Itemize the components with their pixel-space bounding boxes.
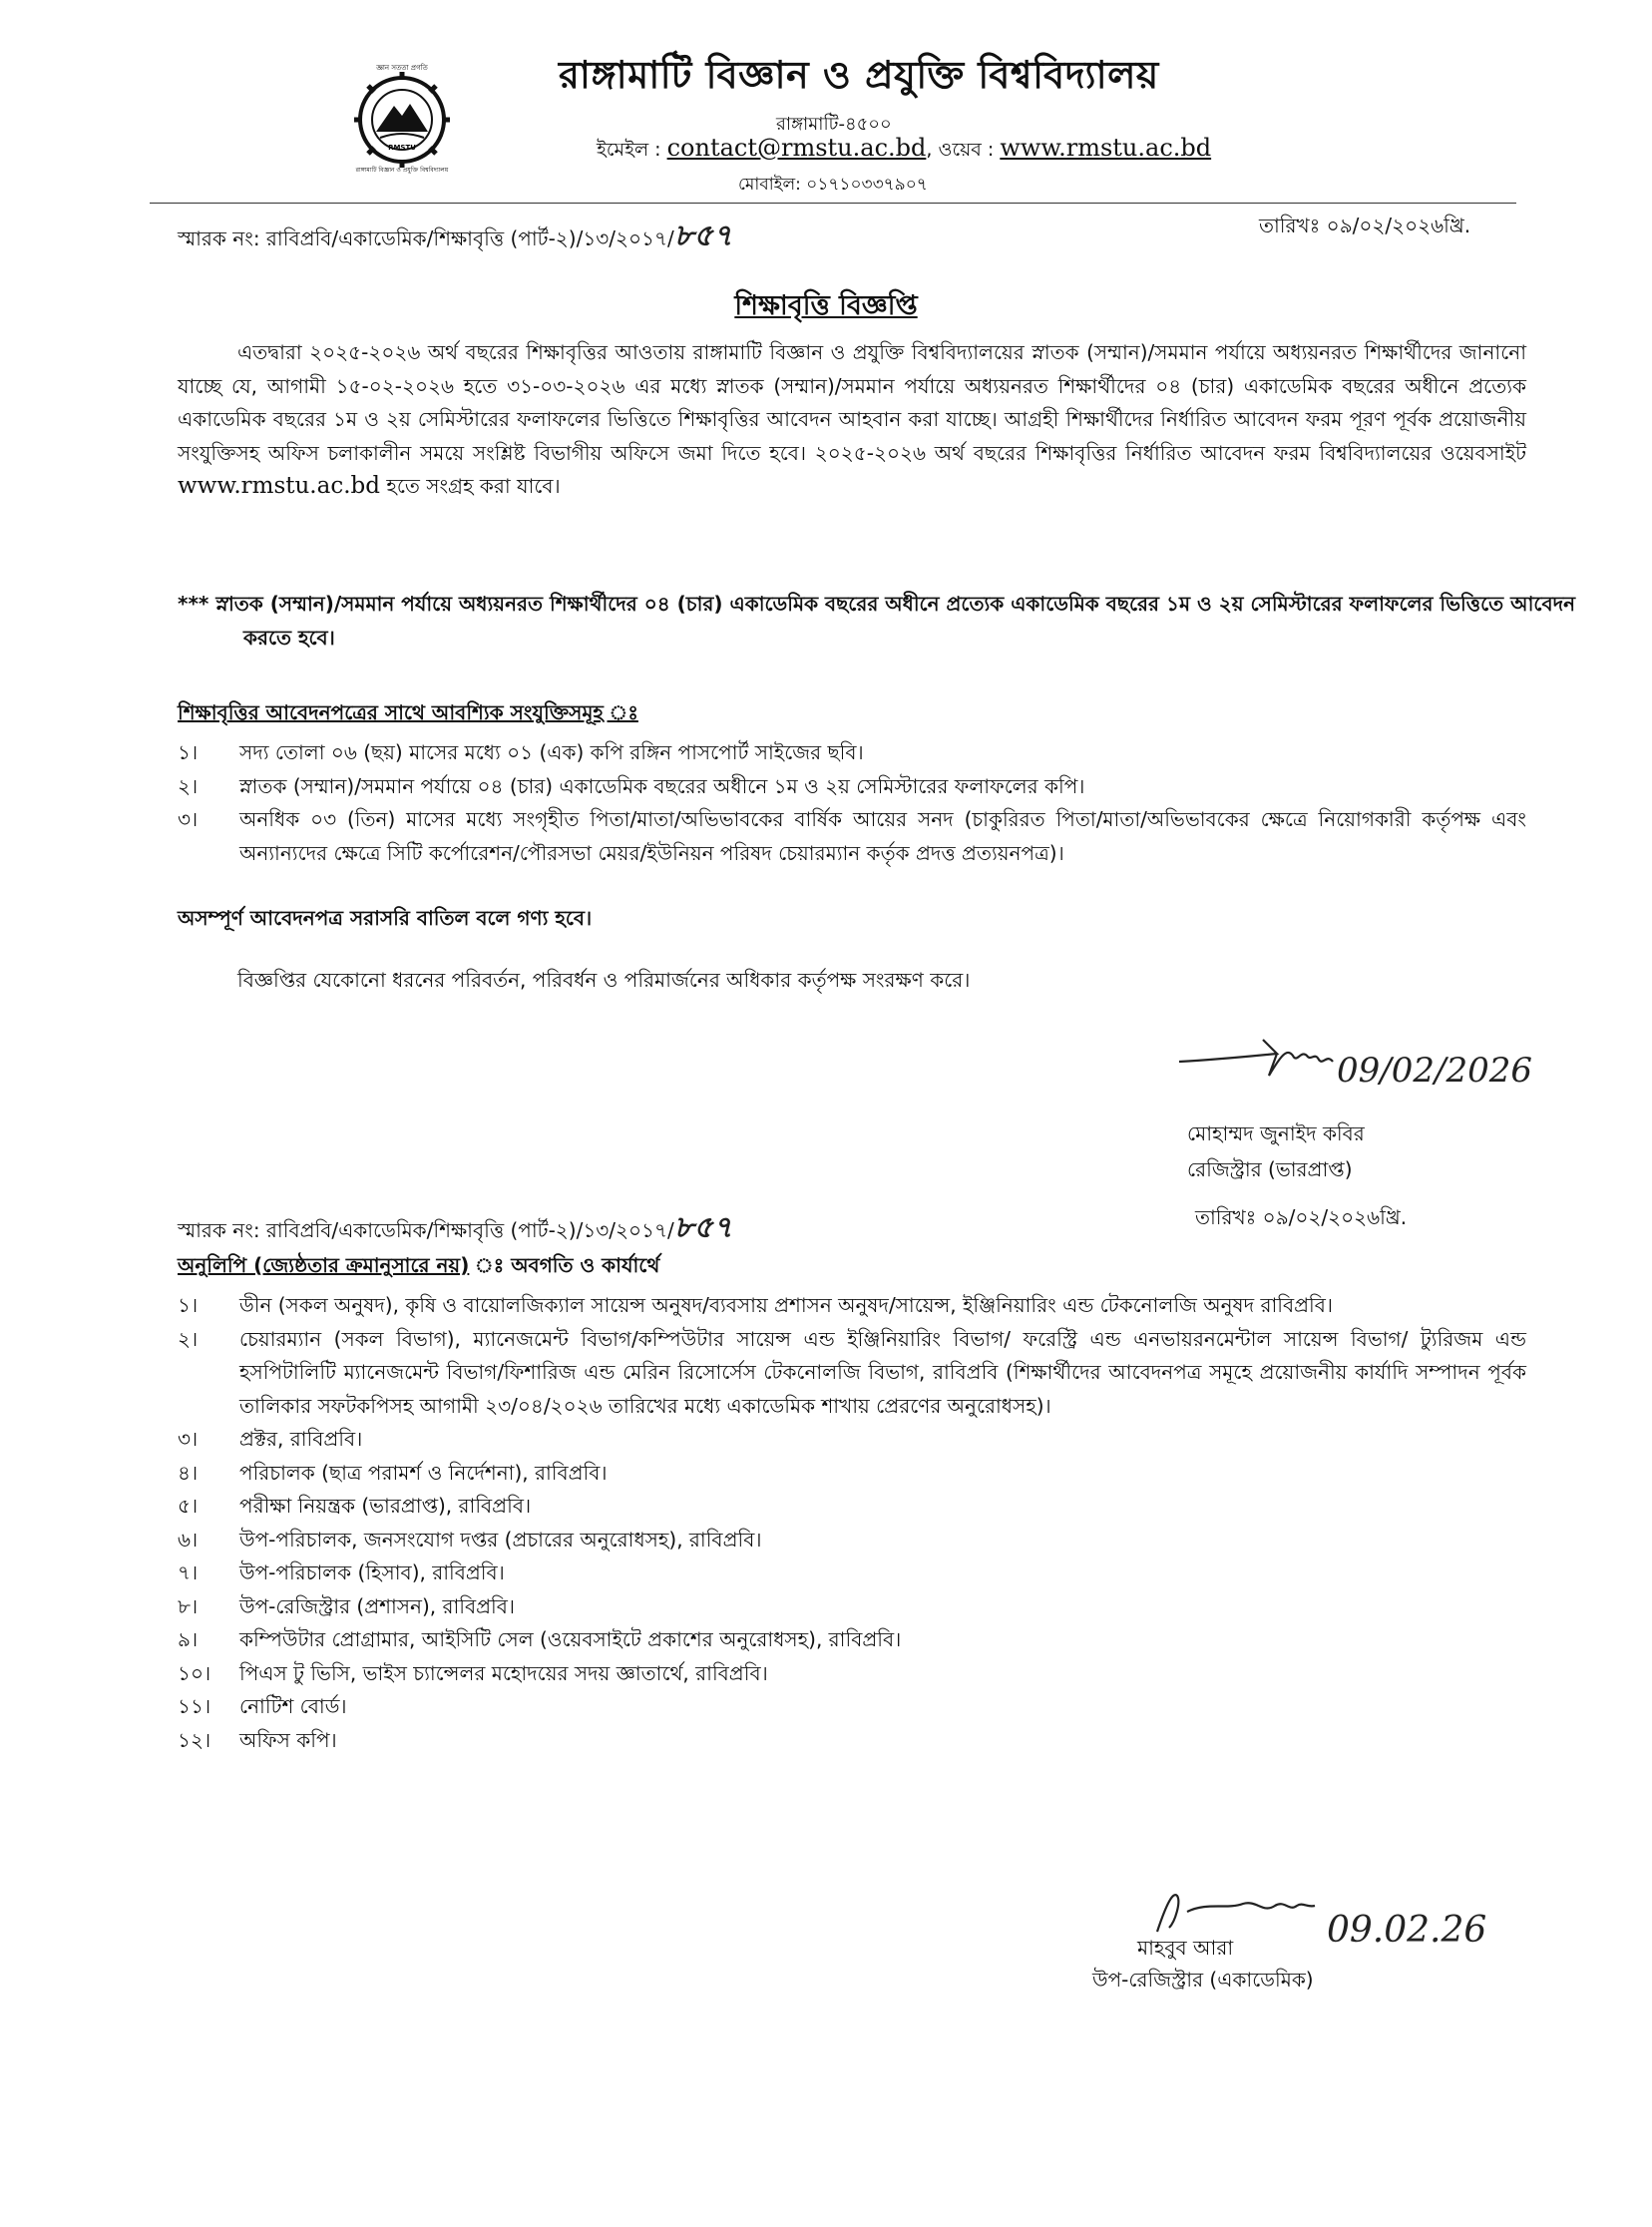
- web-label: , ওয়েব :: [926, 139, 1001, 161]
- list-item-number: ২।: [178, 1326, 199, 1351]
- list-item-number: ১।: [178, 740, 199, 764]
- registrar-signature-date: 09/02/2026: [1337, 1051, 1532, 1091]
- notice-body-website-link[interactable]: www.rmstu.ac.bd: [178, 473, 380, 499]
- list-item-text: পরিচালক (ছাত্র পরামর্শ ও নির্দেশনা), রাবিপ্রবি।: [239, 1460, 608, 1485]
- list-item-text: নোটিশ বোর্ড।: [239, 1694, 347, 1718]
- list-item-number: ৯।: [178, 1627, 199, 1651]
- memo-number: [178, 212, 732, 262]
- list-item-text: উপ-পরিচালক, জনসংযোগ দপ্তর (প্রচারের অনুরোধসহ), রাবিপ্রবি।: [239, 1527, 762, 1552]
- list-item-text: সদ্য তোলা ০৬ (ছয়) মাসের মধ্যে ০১ (এক) কপি রঙ্গিন পাসপোর্ট সাইজের ছবি।: [239, 740, 864, 764]
- list-item: [178, 1490, 1526, 1524]
- attachments-heading: শিক্ষাবৃত্তির আবেদনপত্রের সাথে আবশ্যিক সংযুক্তিসমূহ ঃ: [178, 700, 638, 724]
- list-item-text: ডীন (সকল অনুষদ), কৃষি ও বায়োলজিক্যাল সায়েন্স অনুষদ/ব্যবসায় প্রশাসন অনুষদ/সায়েন্স, ইঞ্জিনিয়ারিং এন্ড টেকনোলজি অনুষদ রাবিপ্রবি।: [239, 1293, 1334, 1317]
- list-item-number: ৫।: [178, 1494, 199, 1518]
- list-item-text: অনধিক ০৩ (তিন) মাসের মধ্যে সংগৃহীত পিতা/মাতা/অভিভাবকের বার্ষিক আয়ের সনদ (চাকুরিরত পিতা/মাতা/অভিভাবকের ক্ষেত্রে নিয়োগকারী কর্তৃপক্ষ এবং অন্যান্যদের ক্ষেত্রে সিটি কর্পোরেশন/পৌরসভা মেয়র/ইউনিয়ন পরিষদ চেয়ারম্যান কর্তৃক প্রদত্ত প্রত্যয়নপত্র)।: [239, 807, 1526, 865]
- notice-title-text: শিক্ষাবৃত্তি বিজ্ঞপ্তি: [734, 290, 918, 321]
- list-item: [178, 1457, 1526, 1491]
- university-name: রাঙ্গামাটি বিজ্ঞান ও প্রযুক্তি বিশ্ববিদ্যালয়: [559, 53, 1159, 97]
- list-item-number: ৮।: [178, 1593, 199, 1618]
- registrar-signature: [1177, 1026, 1532, 1106]
- list-item: [178, 770, 1526, 804]
- list-item: [178, 1623, 1526, 1657]
- notice-body-end: হতে সংগ্রহ করা যাবে।: [379, 474, 561, 498]
- website-link[interactable]: www.rmstu.ac.bd: [1000, 134, 1212, 162]
- list-item: [178, 803, 1526, 870]
- attachments-list: [178, 736, 1526, 870]
- memo-number-handwritten: ৮৫৭: [673, 219, 733, 253]
- copies-heading-underlined: অনুলিপি (জ্যেষ্ঠতার ক্রমানুসারে নয়): [178, 1253, 470, 1277]
- memo-number-label: স্মারক নং: রাবিপ্রবি/একাডেমিক/শিক্ষাবৃত্তি (পার্ট-২)/১৩/২০১৭/: [178, 226, 674, 250]
- memo-number-label: স্মারক নং: রাবিপ্রবি/একাডেমিক/শিক্ষাবৃত্তি (পার্ট-২)/১৩/২০১৭/: [178, 1218, 674, 1242]
- memo-date: তারিখঃ ০৯/০২/২০২৬খ্রি.: [1259, 214, 1471, 237]
- list-item-number: ১১।: [178, 1694, 211, 1718]
- list-item-number: ৩।: [178, 807, 199, 831]
- notice-title: [0, 285, 1652, 330]
- header-divider: [150, 203, 1516, 204]
- list-item: [178, 1690, 1526, 1724]
- list-item-number: ৭।: [178, 1560, 199, 1584]
- memo-number-handwritten: ৮৫৭: [673, 1210, 733, 1245]
- list-item-text: চেয়ারম্যান (সকল বিভাগ), ম্যানেজমেন্ট বিভাগ/কম্পিউটার সায়েন্স এন্ড ইঞ্জিনিয়ারিং বিভাগ/ ফরেস্ট্রি এন্ড এনভায়রনমেন্টাল সায়েন্স বিভাগ/ ট্যুরিজম এন্ড হসপিটালিটি ম্যানেজমেন্ট বিভাগ/ফিশারিজ এন্ড মেরিন রিসোর্সেস টেকনোলজি বিভাগ, রাবিপ্রবি (শিক্ষার্থীদের আবেদনপত্র সমূহে প্রয়োজনীয় কার্যাদি সম্পাদন পূর্বক তালিকার সফটকপিসহ আগামী ২৩/০৪/২০২৬ তারিখের মধ্যে একাডেমিক শাখায় প্রেরণের অনুরোধসহ)।: [239, 1326, 1526, 1418]
- copies-heading-rest: ঃ অবগতি ও কার্যার্থে: [469, 1253, 660, 1277]
- list-item-number: ৪।: [178, 1460, 199, 1485]
- list-item-number: ৬।: [178, 1527, 199, 1552]
- list-item-number: ১।: [178, 1293, 199, 1317]
- university-logo: [344, 62, 474, 172]
- logo-bottom-text: রাঙ্গামাটি বিজ্ঞান ও প্রযুক্তি বিশ্ববিদ্যালয়: [355, 167, 449, 174]
- deputy-registrar-title: উপ-রেজিস্ট্রার (একাডেমিক): [1092, 1968, 1314, 1992]
- notice-body-text: এতদ্বারা ২০২৫-২০২৬ অর্থ বছরের শিক্ষাবৃত্তির আওতায় রাঙ্গামাটি বিজ্ঞান ও প্রযুক্তি বিশ্ববিদ্যালয়ের স্নাতক (সম্মান)/সমমান পর্যায়ে অধ্যয়নরত শিক্ষার্থীদের জানানো যাচ্ছে যে, আগামী ১৫-০২-২০২৬ হতে ৩১-০৩-২০২৬ এর মধ্যে স্নাতক (সম্মান)/সমমান পর্যায়ে অধ্যয়নরত শিক্ষার্থীদের ০৪ (চার) একাডেমিক বছরের অধীনে প্রত্যেক একাডেমিক বছরের ১ম ও ২য় সেমিস্টারের ফলাফলের ভিত্তিতে শিক্ষাবৃত্তির আবেদন আহবান করা যাচ্ছে। আগ্রহী শিক্ষার্থীদের নির্ধারিত আবেদন ফরম পূরণ পূর্বক প্রয়োজনীয় সংযুক্তিসহ অফিস চলাকালীন সময়ে সংশ্লিষ্ট বিভাগীয় অফিসে জমা দিতে হবে। ২০২৫-২০২৬ অর্থ বছরের শিক্ষাবৃত্তির নির্ধারিত আবেদন ফরম বিশ্ববিদ্যালয়ের ওয়েবসাইট: [178, 340, 1526, 465]
- deputy-registrar-signature-date: 09.02.26: [1327, 1910, 1487, 1951]
- email-label: ইমেইল :: [597, 139, 667, 161]
- copies-heading: [178, 1251, 659, 1284]
- list-item-text: পিএস টু ভিসি, ভাইস চ্যান্সেলর মহোদয়ের সদয় জ্ঞাতার্থে, রাবিপ্রবি।: [239, 1660, 768, 1685]
- rights-note: বিজ্ঞপ্তির যেকোনো ধরনের পরিবর্তন, পরিবর্ধন ও পরিমার্জনের অধিকার কর্তৃপক্ষ সংরক্ষণ করে।: [237, 968, 971, 992]
- memo-date-copy: তারিখঃ ০৯/০২/২০২৬খ্রি.: [1195, 1205, 1408, 1229]
- list-item-text: উপ-রেজিস্ট্রার (প্রশাসন), রাবিপ্রবি।: [239, 1593, 516, 1618]
- list-item: [178, 1657, 1526, 1691]
- list-item: [178, 1289, 1526, 1323]
- list-item-number: ৩।: [178, 1427, 199, 1451]
- list-item: [178, 1423, 1526, 1457]
- university-address: রাঙ্গামাটি-৪৫০০: [776, 114, 892, 135]
- registrar-title: রেজিস্ট্রার (ভারপ্রাপ্ত): [1187, 1157, 1353, 1181]
- logo-center-text: RMSTU: [388, 144, 416, 152]
- email-link[interactable]: contact@rmstu.ac.bd: [666, 134, 927, 162]
- incomplete-note: অসম্পূর্ণ আবেদনপত্র সরাসরি বাতিল বলে গণ্য হবে।: [178, 906, 593, 930]
- list-item: [178, 1557, 1526, 1590]
- contact-line: [597, 134, 1211, 168]
- list-item: [178, 736, 1526, 770]
- list-item-text: স্নাতক (সম্মান)/সমমান পর্যায়ে ০৪ (চার) একাডেমিক বছরের অধীনে ১ম ও ২য় সেমিস্টারের ফলাফলের কপি।: [239, 773, 1085, 798]
- mobile-number: মোবাইল: ০১৭১০৩৩৭৯০৭: [738, 175, 928, 195]
- deputy-registrar-name: মাহবুব আরা: [1137, 1936, 1234, 1960]
- notice-body: [178, 336, 1526, 504]
- list-item-text: উপ-পরিচালক (হিসাব), রাবিপ্রবি।: [239, 1560, 505, 1584]
- list-item-number: ২।: [178, 773, 199, 798]
- list-item-text: অফিস কপি।: [239, 1727, 337, 1752]
- list-item-text: পরীক্ষা নিয়ন্ত্রক (ভারপ্রাপ্ত), রাবিপ্রবি।: [239, 1494, 532, 1518]
- list-item-number: ১০।: [178, 1660, 211, 1685]
- list-item-text: কম্পিউটার প্রোগ্রামার, আইসিটি সেল (ওয়েবসাইটে প্রকাশের অনুরোধসহ), রাবিপ্রবি।: [239, 1627, 902, 1651]
- star-note: *** স্নাতক (সম্মান)/সমমান পর্যায়ে অধ্যয়নরত শিক্ষার্থীদের ০৪ (চার) একাডেমিক বছরের অধীনে প্রত্যেক একাডেমিক বছরের ১ম ও ২য় সেমিস্টারের ফলাফলের ভিত্তিতে আবেদন করতে হবে।: [178, 592, 1576, 650]
- copies-list: [178, 1289, 1526, 1757]
- registrar-name: মোহাম্মদ জুনাইদ কবির: [1187, 1121, 1365, 1145]
- list-item: [178, 1724, 1526, 1758]
- memo-number-copy: [178, 1203, 732, 1254]
- list-item: [178, 1524, 1526, 1558]
- logo-top-text: জ্ঞান সততা প্রগতি: [376, 64, 428, 72]
- list-item: [178, 1590, 1526, 1624]
- list-item: [178, 1323, 1526, 1424]
- list-item-number: ১২।: [178, 1727, 211, 1752]
- list-item-text: প্রক্টর, রাবিপ্রবি।: [239, 1427, 363, 1451]
